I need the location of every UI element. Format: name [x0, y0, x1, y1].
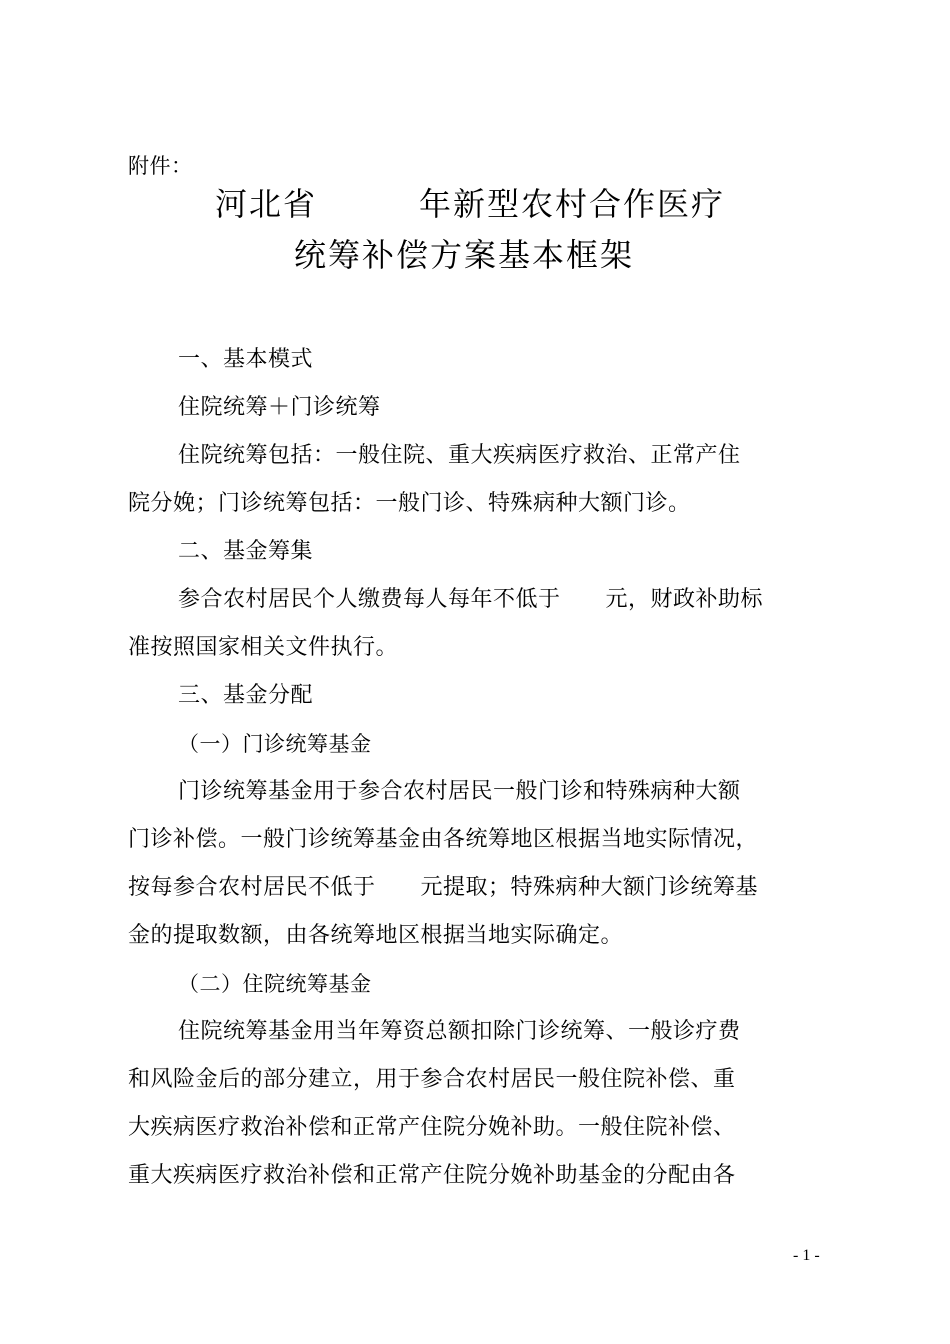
paragraph-line: 住院统筹＋门诊统筹: [178, 395, 381, 420]
section-heading-fund-raising: 二、基金筹集: [178, 539, 314, 564]
paragraph-line: 按每参合农村居民不低于 元提取；特殊病种大额门诊统筹基: [128, 875, 759, 900]
paragraph-line: 和风险金后的部分建立，用于参合农村居民一般住院补偿、重: [128, 1067, 736, 1092]
paragraph-line: 院分娩；门诊统筹包括：一般门诊、特殊病种大额门诊。: [128, 491, 691, 516]
paragraph-line: 准按照国家相关文件执行。: [128, 635, 399, 660]
paragraph-line: 住院统筹包括：一般住院、重大疾病医疗救治、正常产住: [178, 443, 741, 468]
page-number: - 1 -: [793, 1247, 820, 1264]
document-title-line-1: 河北省 年新型农村合作医疗: [215, 185, 726, 223]
document-title-line-2: 统筹补偿方案基本框架: [294, 236, 635, 274]
paragraph-line: 大疾病医疗救治补偿和正常产住院分娩补助。一般住院补偿、: [128, 1115, 736, 1140]
subsection-heading-outpatient-fund: （一）门诊统筹基金: [178, 732, 372, 756]
paragraph-line: 门诊统筹基金用于参合农村居民一般门诊和特殊病种大额: [178, 779, 741, 804]
attachment-label: 附件：: [128, 154, 193, 178]
paragraph-line: 参合农村居民个人缴费每人每年不低于 元，财政补助标: [178, 587, 764, 612]
paragraph-line: 重大疾病医疗救治补偿和正常产住院分娩补助基金的分配由各: [128, 1163, 736, 1188]
subsection-heading-inpatient-fund: （二）住院统筹基金: [178, 972, 372, 996]
paragraph-line: 金的提取数额，由各统筹地区根据当地实际确定。: [128, 923, 624, 948]
section-heading-basic-mode: 一、基本模式: [178, 347, 314, 372]
paragraph-line: 门诊补偿。一般门诊统筹基金由各统筹地区根据当地实际情况，: [128, 827, 759, 852]
section-heading-fund-allocation: 三、基金分配: [178, 683, 314, 708]
paragraph-line: 住院统筹基金用当年筹资总额扣除门诊统筹、一般诊疗费: [178, 1019, 741, 1044]
